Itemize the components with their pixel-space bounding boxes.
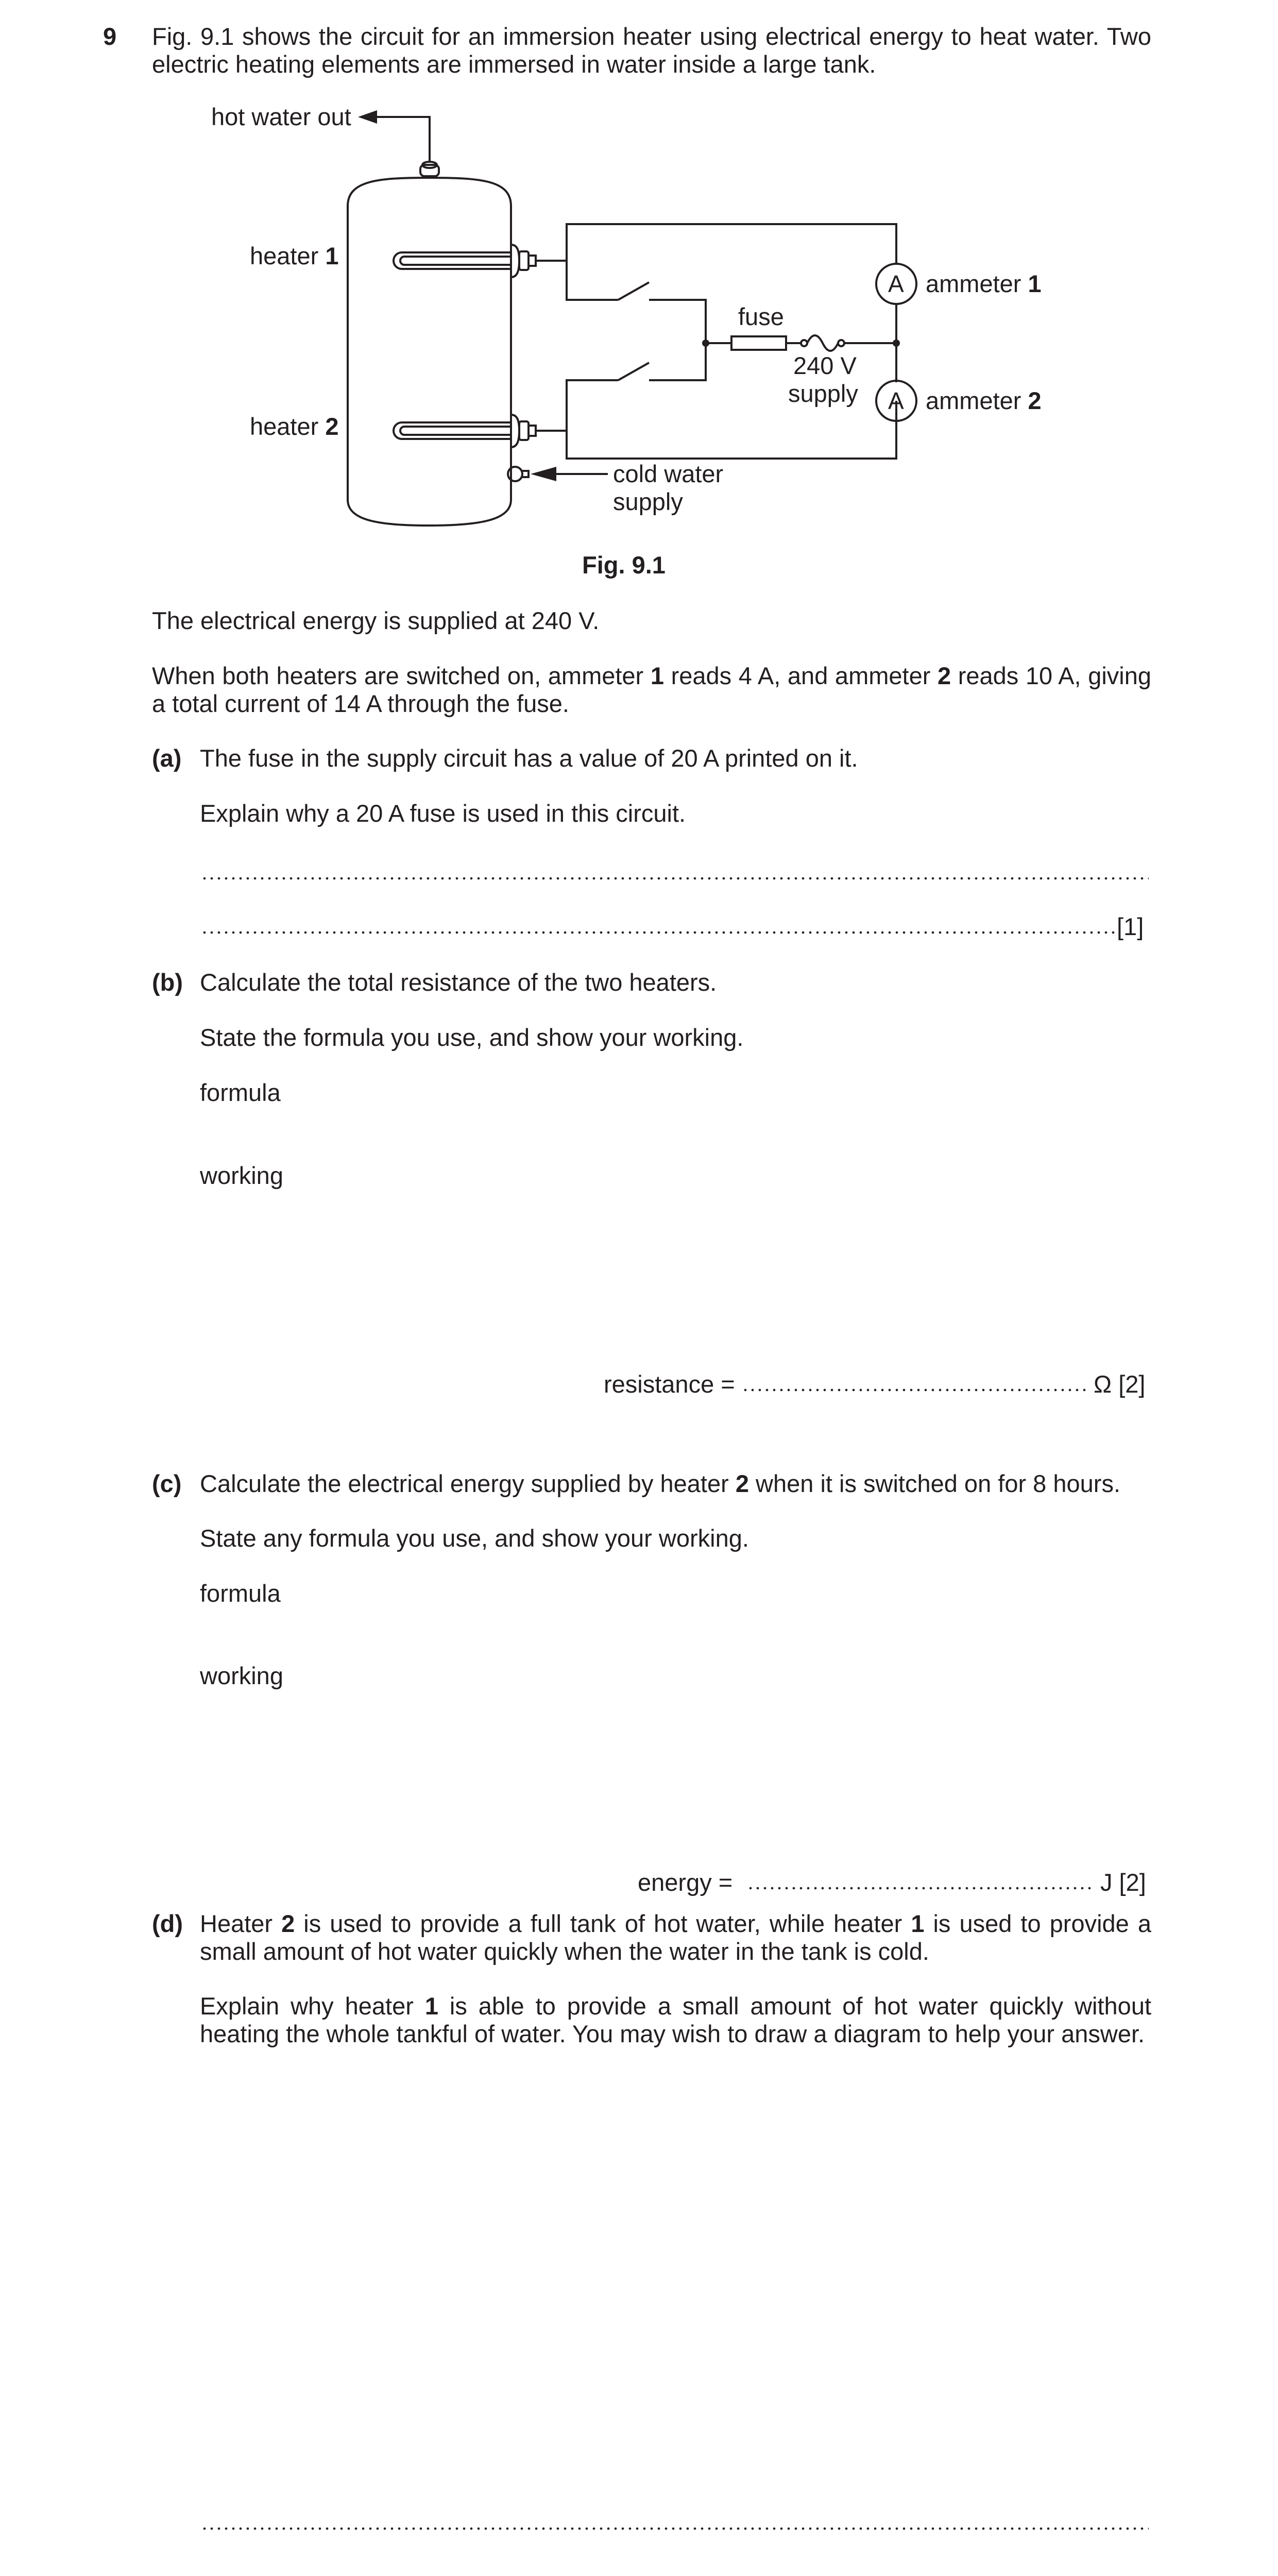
answer-line-d1[interactable]: [201, 2527, 1149, 2530]
figure-caption: Fig. 9.1: [582, 551, 666, 579]
label-supply-voltage: 240 V: [793, 352, 857, 379]
ammeter-1-A: A: [888, 270, 904, 297]
label-heater-1: heater: [250, 242, 319, 269]
ammeter-2-A: A: [888, 387, 904, 414]
ac-supply-symbol: [807, 335, 838, 351]
part-a-instruction: Explain why a 20 A fuse is used in this circuit.: [200, 800, 686, 827]
part-a-text: The fuse in the supply circuit has a value of 20 A printed on it.: [200, 744, 858, 772]
part-c-working-label: working: [200, 1662, 283, 1689]
energy-label: energy =: [638, 1869, 733, 1896]
label-supply: supply: [788, 380, 858, 407]
label-hot-water-out: hot water out: [211, 103, 351, 130]
question-intro: Fig. 9.1 shows the circuit for an immersion heater using electrical energy to heat water. Two electric heating elements are immersed in water inside a large tank.: [152, 23, 1151, 78]
part-b-text: Calculate the total resistance of the two heaters.: [200, 969, 717, 996]
part-b-label: (b): [152, 969, 183, 996]
circuit-diagram: [196, 88, 1071, 541]
label-cold-water: cold water: [613, 460, 724, 487]
part-a-marks: [1]: [1117, 913, 1144, 940]
svg-text:heater 1: heater 1: [250, 242, 339, 269]
energy-answer-line[interactable]: [747, 1887, 1092, 1890]
part-c-formula-label: formula: [200, 1580, 281, 1607]
part-d-label: (d): [152, 1910, 183, 1937]
part-b-instruction: State the formula you use, and show your working.: [200, 1024, 744, 1051]
part-c-instruction: State any formula you use, and show your working.: [200, 1524, 749, 1552]
resistance-unit-marks: Ω [2]: [1094, 1370, 1146, 1398]
currents-statement: When both heaters are switched on, ammeter 1 reads 4 A, and ammeter 2 reads 10 A, giving a total current of 14 A through the fuse.: [152, 662, 1152, 717]
part-d-instruction: Explain why heater 1 is able to provide a small amount of hot water quickly without heating the whole tankful of water. You may wish to draw a diagram to help your answer.: [200, 1992, 1152, 2047]
cold-water-arrow-icon: [531, 467, 556, 481]
part-a-label: (a): [152, 744, 182, 772]
label-ammeter-1: ammeter: [926, 270, 1021, 297]
switch-2: [618, 363, 649, 380]
answer-line-a2[interactable]: [201, 931, 1117, 934]
water-tank: [348, 178, 511, 526]
label-ammeter-2: ammeter: [926, 387, 1021, 414]
resistance-answer-line[interactable]: [742, 1388, 1086, 1392]
label-fuse: fuse: [738, 303, 784, 330]
switch-1: [618, 282, 649, 300]
fuse-symbol: [731, 336, 786, 350]
part-b-working-label: working: [200, 1162, 283, 1189]
part-c-label: (c): [152, 1470, 182, 1497]
hot-water-arrow-icon: [358, 110, 377, 124]
heater-1-element: [394, 252, 511, 269]
question-number: 9: [103, 23, 117, 50]
heater-2-element: [394, 422, 511, 439]
energy-unit-marks: J [2]: [1100, 1869, 1146, 1896]
part-b-formula-label: formula: [200, 1079, 281, 1106]
svg-text:ammeter 1: ammeter 1: [926, 270, 1042, 297]
resistance-label: resistance =: [604, 1370, 735, 1398]
part-d-text: Heater 2 is used to provide a full tank of hot water, while heater 1 is used to provide a small amount of hot water quickly when the water in the tank is cold.: [200, 1910, 1151, 1965]
answer-line-a1[interactable]: [201, 877, 1149, 880]
label-cold-supply: supply: [613, 488, 683, 515]
svg-text:ammeter 2: ammeter 2: [926, 387, 1042, 414]
part-c-text: Calculate the electrical energy supplied by heater 2 when it is switched on for 8 hours.: [200, 1470, 1121, 1497]
svg-text:heater 2: heater 2: [250, 413, 339, 440]
supply-statement: The electrical energy is supplied at 240 V.: [152, 607, 600, 634]
label-heater-2: heater: [250, 413, 319, 440]
